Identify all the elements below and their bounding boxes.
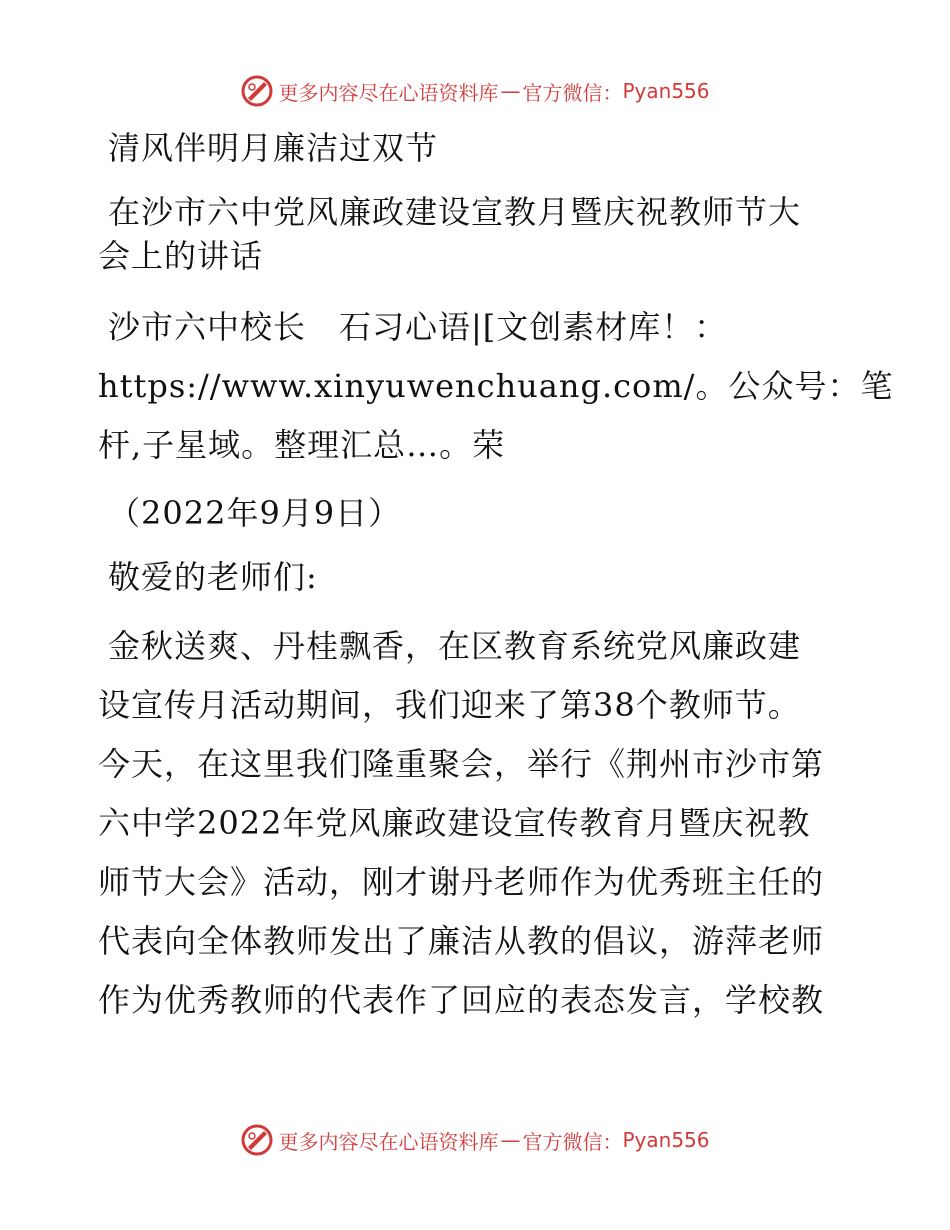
body-line: 代表向全体教师发出了廉洁从教的倡议，游萍老师 xyxy=(98,922,825,960)
body-line: 师节大会》活动，刚才谢丹老师作为优秀班主任的 xyxy=(98,863,825,901)
brand-logo-icon xyxy=(240,1123,274,1157)
watermark-text: 更多内容尽在心语资料库 xyxy=(278,80,499,105)
greeting: 敬爱的老师们: xyxy=(108,558,318,596)
document-title: 清风伴明月廉洁过双节 xyxy=(108,129,439,167)
body-line: 六中学2022年党风廉政建设宣传教育月暨庆祝教 xyxy=(98,804,811,842)
body-line: 作为优秀教师的代表作了回应的表态发言，学校教 xyxy=(98,981,825,1019)
watermark-footer xyxy=(0,1123,950,1157)
body-paragraph xyxy=(98,617,858,1030)
body-line: 金秋送爽、丹桂飘香，在区教育系统党风廉政建 xyxy=(108,627,802,665)
watermark-wechat-label: 官方微信： xyxy=(522,80,623,105)
brand-logo-icon xyxy=(240,74,274,108)
watermark-dash: — xyxy=(500,79,521,103)
watermark-dash: — xyxy=(500,1128,521,1152)
subtitle-line: 在沙市六中党风廉政建设宣教月暨庆祝教师节大 xyxy=(108,193,802,231)
author-line: 沙市六中校长 石习心语|[文创素材库！： xyxy=(108,308,728,346)
watermark-text: 更多内容尽在心语资料库 xyxy=(278,1129,499,1154)
body-line: 今天，在这里我们隆重聚会，举行《荆州市沙市第 xyxy=(98,745,825,783)
author-line: https://www.xinyuwenchuang.com/。公众号：笔 xyxy=(98,367,894,405)
watermark-wechat-id: Pyan556 xyxy=(622,1128,710,1152)
document-subtitle xyxy=(98,190,858,278)
watermark-header xyxy=(0,74,950,108)
body-line: 设宣传月活动期间，我们迎来了第38个教师节。 xyxy=(98,686,801,724)
speech-date: （2022年9月9日） xyxy=(108,494,402,532)
document-body xyxy=(98,124,894,1030)
watermark-wechat-id: Pyan556 xyxy=(622,79,710,103)
author-line: 杆,子星域。整理汇总…。荣 xyxy=(98,426,506,464)
author-block xyxy=(98,298,894,475)
watermark-wechat-label: 官方微信： xyxy=(522,1129,623,1154)
subtitle-line: 会上的讲话 xyxy=(98,237,264,275)
